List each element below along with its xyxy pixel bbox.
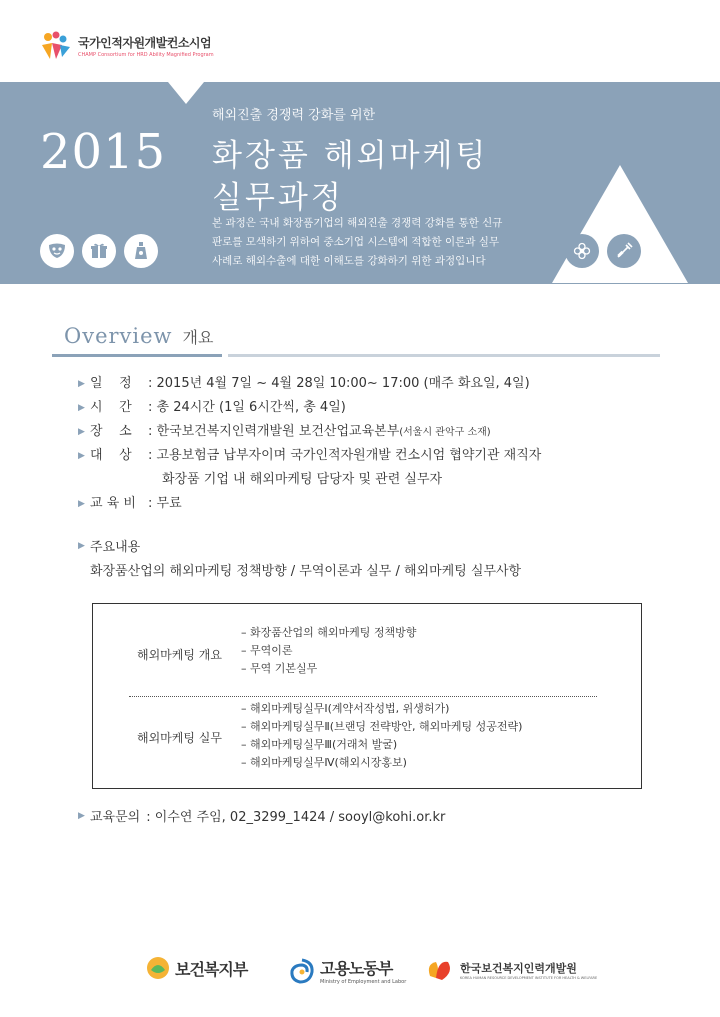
curriculum-item: – 해외마케팅실무Ⅰ(계약서작성법, 위생허가): [241, 702, 450, 715]
banner-description-line: 본 과정은 국내 화장품기업의 해외진출 경쟁력 강화를 통한 신규: [212, 217, 503, 229]
bullet-icon: ▶: [78, 379, 85, 389]
banner-description-line: 판로를 모색하기 위하여 중소기업 시스템에 적합한 이론과 실무: [212, 236, 500, 248]
curriculum-item: – 화장품산업의 해외마케팅 정책방향: [241, 626, 417, 639]
curriculum-table: [92, 603, 642, 789]
info-label: 대 상: [90, 448, 132, 463]
bullet-icon: ▶: [78, 541, 85, 551]
curriculum-group-items: [241, 624, 416, 678]
org-name: 국가인적자원개발컨소시엄: [78, 36, 212, 50]
bullet-icon: ▶: [78, 499, 85, 509]
overview-heading-en: Overview: [64, 324, 173, 348]
place-note: (서울시 관악구 소재): [399, 427, 491, 438]
bullet-icon: ▶: [78, 403, 85, 413]
overview-heading: [64, 324, 213, 348]
contact-row: [78, 806, 445, 826]
info-value-continued: 화장품 기업 내 해외마케팅 담당자 및 관련 실무자: [162, 472, 443, 487]
main-content-section: [78, 536, 521, 579]
moel-logo-mark: [288, 957, 316, 985]
banner-description: [212, 214, 552, 271]
kohi-logo-text: 한국보건복지인력개발원: [460, 962, 577, 975]
kohi-logo: [424, 956, 597, 984]
info-label: 시 간: [90, 400, 132, 415]
mohw-logo: [146, 956, 247, 980]
moel-logo-text: 고용노동부: [320, 959, 393, 978]
champ-logo: [38, 28, 214, 64]
curriculum-item: – 무역 기본실무: [241, 662, 318, 675]
syringe-icon: [607, 234, 641, 268]
banner-year: 2015: [40, 124, 167, 180]
curriculum-item: – 해외마케팅실무Ⅳ(해외시장홍보): [241, 756, 407, 769]
curriculum-item: – 해외마케팅실무Ⅱ(브랜딩 전략방안, 해외마케팅 성공전략): [241, 720, 523, 733]
mohw-logo-text: 보건복지부: [175, 959, 248, 979]
mask-icon: [40, 234, 74, 268]
gift-icon: [82, 234, 116, 268]
curriculum-item: – 무역이론: [241, 644, 293, 657]
mohw-logo-mark: [146, 956, 170, 980]
bottle-icon: [124, 234, 158, 268]
bullet-icon: ▶: [78, 811, 85, 821]
banner-title-line2: 실무과정: [212, 180, 344, 216]
info-label: 교 육 비: [90, 496, 136, 511]
org-subtitle: CHAMP Consortium for HRD Ability Magnified Program: [78, 52, 214, 58]
flower-icon: [565, 234, 599, 268]
info-row-date: [78, 374, 541, 398]
info-row-fee: [78, 494, 541, 518]
info-row-hours: [78, 398, 541, 422]
info-value: [148, 422, 491, 443]
banner-notch: [168, 82, 204, 104]
info-value: : 고용보험금 납부자이며 국가인적자원개발 컨소시엄 협약기관 재직자: [148, 448, 542, 463]
overview-underline: [228, 354, 660, 357]
curriculum-group-label: 해외마케팅 개요: [137, 648, 222, 662]
moel-logo: [288, 956, 406, 985]
main-content-label: 주요내용: [90, 540, 141, 555]
bullet-icon: ▶: [78, 451, 85, 461]
info-row-target: [78, 446, 541, 470]
moel-logo-subtitle: Ministry of Employment and Labor: [320, 979, 407, 985]
info-value: : 총 24시간 (1일 6시간씩, 총 4일): [148, 400, 346, 415]
overview-underline-accent: [52, 354, 222, 357]
champ-logo-mark: [38, 29, 72, 63]
info-value: : 2015년 4월 7일 ~ 4월 28일 10:00~ 17:00 (매주 화요일, 4일): [148, 376, 530, 391]
place-name: : 한국보건복지인력개발원 보건산업교육본부: [148, 424, 400, 439]
info-value: : 무료: [148, 496, 182, 511]
kohi-logo-mark: [424, 956, 456, 984]
banner-description-line: 사례로 해외수출에 대한 이해도를 강화하기 위한 과정입니다: [212, 255, 486, 267]
curriculum-divider: [129, 696, 597, 697]
bullet-icon: ▶: [78, 427, 85, 437]
main-content-description: 화장품산업의 해외마케팅 정책방향 / 무역이론과 실무 / 해외마케팅 실무사항: [90, 564, 522, 579]
contact-value: : 이수연 주임, 02_3299_1424 / sooyl@kohi.or.kr: [146, 810, 446, 825]
info-label: 장 소: [90, 424, 132, 439]
banner-title-line1: 화장품 해외마케팅: [212, 138, 489, 174]
banner-kicker: 해외진출 경쟁력 강화를 위한: [212, 108, 376, 123]
course-info-list: [78, 374, 541, 518]
kohi-logo-subtitle: KOREA HUMAN RESOURCE DEVELOPMENT INSTITUTE FOR HEALTH & WELFARE: [460, 976, 598, 980]
curriculum-item: – 해외마케팅실무Ⅲ(거래처 발굴): [241, 738, 398, 751]
overview-heading-ko: 개요: [182, 328, 214, 347]
curriculum-group-label: 해외마케팅 실무: [137, 731, 222, 745]
info-label: 일 정: [90, 376, 132, 391]
info-row-place: [78, 422, 541, 446]
contact-label: 교육문의: [90, 810, 141, 825]
curriculum-group-items: [241, 700, 522, 772]
